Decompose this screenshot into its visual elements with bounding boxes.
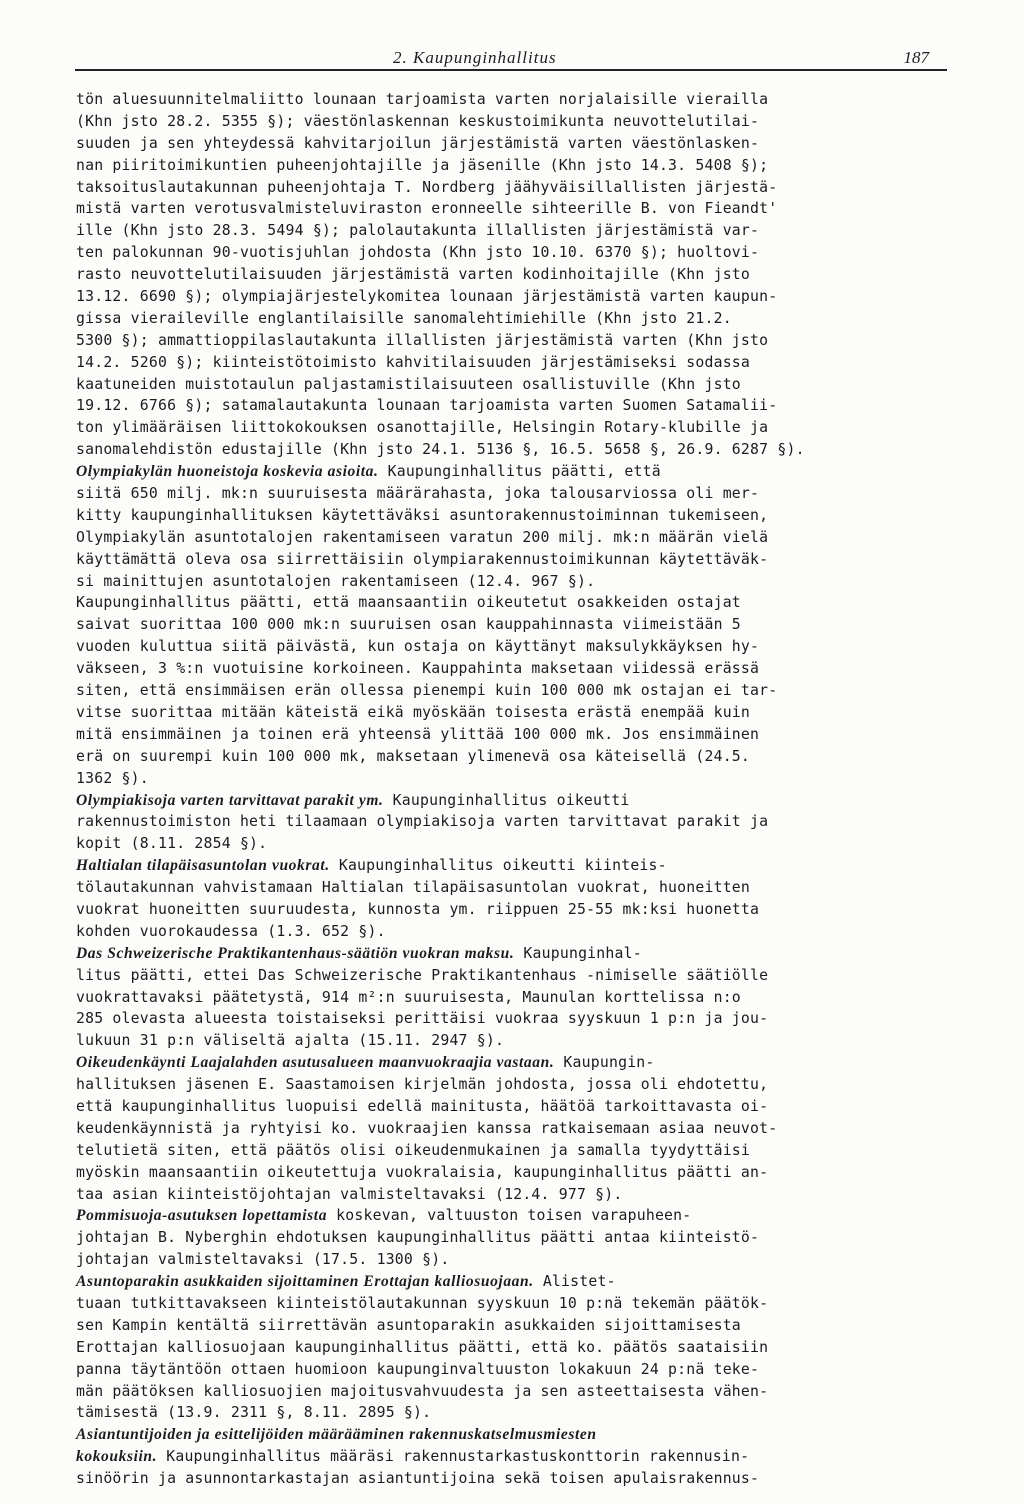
text-line [76, 505, 956, 527]
text-line [76, 965, 956, 987]
line-text: vuokrat huoneitten suuruudesta, kunnosta ym. riippuen 25-55 mk:ksi huonetta [76, 900, 760, 918]
line-text: Kaupunginhallitus päätti, että maansaantiin oikeutetut osakkeiden ostajat [76, 594, 741, 612]
text-line [76, 1096, 956, 1118]
text-line [76, 264, 956, 286]
text-line [76, 1359, 956, 1381]
line-text: myöskin maansaantiin oikeutettuja vuokralaisia, kaupunginhallitus päätti an- [76, 1163, 769, 1181]
line-text: litus päätti, ettei Das Schweizerische Praktikantenhaus -nimiselle säätiölle [76, 966, 769, 984]
line-text: rasto neuvottelutilaisuuden järjestämistä varten kodinhoitajille (Khn jsto [76, 266, 751, 284]
text-line [76, 833, 956, 855]
line-text: tön aluesuunnitelmaliitto lounaan tarjoamista varten norjalaisille vierailla [76, 91, 769, 108]
page-header [75, 44, 947, 70]
line-text: 13.12. 6690 §); olympiajärjestelykomitea lounaan järjestämistä varten kaupun- [76, 288, 778, 306]
line-text: kitty kaupunginhallituksen käytettäväksi asuntorakennustoiminnan tukemiseen, [76, 506, 769, 524]
line-text: siitä 650 milj. mk:n suuruisesta määrärahasta, joka talousarviossa oli mer- [76, 485, 760, 503]
line-text: (Khn jsto 28.2. 5355 §); väestönlaskennan keskustoimikunta neuvottelutilai- [76, 112, 760, 130]
text-line [76, 877, 956, 899]
line-text: Alistet- [533, 1273, 616, 1291]
line-text: että kaupunginhallitus luopuisi edellä mainitusta, häätöä tarkoittavasta oi- [76, 1097, 769, 1115]
section-heading: Asuntoparakin asukkaiden sijoittaminen Erottajan kalliosuojaan. [76, 1273, 534, 1291]
line-text: koskevan, valtuuston toisen varapuheen- [327, 1207, 692, 1225]
body-text [76, 89, 956, 1490]
line-text: tämisestä (13.9. 2311 §, 8.11. 2895 §). [76, 1404, 432, 1422]
line-text: suuden ja sen yhteydessä kahvitarjoilun järjestämistä varten väestönlasken- [76, 134, 760, 152]
text-line [76, 1337, 956, 1359]
text-line [76, 614, 956, 636]
text-line [76, 461, 956, 483]
running-head: 2. Kaupunginhallitus [393, 48, 557, 67]
text-line [76, 1008, 956, 1030]
text-line [76, 921, 956, 943]
line-text: mitä ensimmäinen ja toinen erä yhteensä ylittää 100 000 mk. Jos ensimmäinen [76, 725, 760, 743]
text-line [76, 1227, 956, 1249]
text-line [76, 1381, 956, 1403]
line-text: vuokrattavaksi päätetystä, 914 m²:n suuruisesta, Maunulan korttelissa n:o [76, 988, 741, 1006]
section-heading: Asiantuntijoiden ja esittelijöiden määrääminen rakennuskatselmusmiesten [76, 1426, 597, 1444]
line-text: Kaupunginhallitus määräsi rakennustarkastuskonttorin rakennusin- [157, 1448, 750, 1466]
line-text: erä on suurempi kuin 100 000 mk, maksetaan ylimenevä osa käteisellä (24.5. [76, 747, 751, 765]
text-line [76, 330, 956, 352]
line-text: si mainittujen asuntotalojen rakentamiseen (12.4. 967 §). [76, 572, 596, 590]
line-text: taksoituslautakunnan puheenjohtaja T. Nordberg jäähyväisillallisten järjestä- [76, 178, 778, 196]
text-line [76, 1205, 956, 1227]
section-heading: Das Schweizerische Praktikantenhaus-säätiön vuokran maksu. [76, 944, 515, 962]
text-line [76, 111, 956, 133]
line-text: 5300 §); ammattioppilaslautakunta illallisten järjestämistä varten (Khn jsto [76, 331, 769, 349]
text-line [76, 155, 956, 177]
line-text: tuaan tutkittavakseen kiinteistölautakunnan syyskuun 10 p:nä tekemän päätök- [76, 1294, 769, 1312]
text-line [76, 790, 956, 812]
line-text: lukuun 31 p:n väliseltä ajalta (15.11. 2947 §). [76, 1032, 505, 1050]
line-text: väkseen, 3 %:n vuotuisine korkoineen. Kauppahinta maksetaan viidessä erässä [76, 660, 760, 678]
section-heading: kokouksiin. [76, 1448, 158, 1466]
section-heading: Olympiakylän huoneistoja koskevia asioita. [76, 463, 379, 481]
line-text: rakennustoimiston heti tilaamaan olympiakisoja varten tarvittavat parakit ja [76, 813, 769, 831]
text-line [76, 1184, 956, 1206]
line-text: käyttämättä oleva osa siirrettäisiin olympiarakennustoimikunnan käytettäväk- [76, 550, 769, 568]
text-line [76, 1052, 956, 1074]
text-line [76, 220, 956, 242]
text-line [76, 1446, 956, 1468]
section-heading: Olympiakisoja varten tarvittavat parakit ym. [76, 791, 384, 809]
line-text: kaatuneiden muistotaulun paljastamistilaisuuteen osallistuville (Khn jsto [76, 375, 741, 393]
text-line [76, 1293, 956, 1315]
text-line [76, 768, 956, 790]
text-line [76, 242, 956, 264]
text-line [76, 1118, 956, 1140]
line-text: panna täytäntöön ottaen huomioon kaupunginvaltuuston lokakuun 24 p:nä teke- [76, 1360, 760, 1378]
line-text: johtajan B. Nyberghin ehdotuksen kaupunginhallitus päätti antaa kiinteistö- [76, 1229, 760, 1247]
text-line [76, 177, 956, 199]
text-line [76, 702, 956, 724]
line-text: siten, että ensimmäisen erän ollessa pienempi kuin 100 000 mk ostajan ei tar- [76, 682, 778, 700]
line-text: 1362 §). [76, 769, 149, 787]
line-text: nan piiritoimikuntien puheenjohtajille ja jäsenille (Khn jsto 14.3. 5408 §); [76, 156, 769, 174]
line-text: 19.12. 6766 §); satamalautakunta lounaan tarjoamista varten Suomen Satamalii- [76, 397, 778, 415]
line-text: johtajan valmisteltavaksi (17.5. 1300 §). [76, 1251, 450, 1269]
text-line [76, 746, 956, 768]
text-line [76, 1074, 956, 1096]
text-line [76, 1402, 956, 1424]
text-line [76, 527, 956, 549]
text-line [76, 724, 956, 746]
text-line [76, 417, 956, 439]
text-line [76, 89, 956, 111]
text-line [76, 1249, 956, 1271]
line-text: ton ylimääräisen liittokokouksen osanottajille, Helsingin Rotary-klubille ja [76, 419, 769, 437]
line-text: sanomalehdistön edustajille (Khn jsto 24.1. 5136 §, 16.5. 5658 §, 26.9. 6287 §). [76, 441, 805, 459]
text-line [76, 571, 956, 593]
line-text: 14.2. 5260 §); kiinteistötoimisto kahvitilaisuuden järjestämiseksi sodassa [76, 353, 751, 371]
line-text: kopit (8.11. 2854 §). [76, 835, 268, 853]
text-line [76, 899, 956, 921]
line-text: sinöörin ja asunnontarkastajan asiantuntijoina sekä toisen apulaisrakennus- [76, 1470, 760, 1488]
text-line [76, 987, 956, 1009]
page-number: 187 [903, 48, 929, 67]
line-text: kohden vuorokaudessa (1.3. 652 §). [76, 922, 386, 940]
line-text: taa asian kiinteistöjohtajan valmisteltavaksi (12.4. 977 §). [76, 1185, 623, 1203]
line-text: vuoden kuluttua siitä päivästä, kun ostaja on käyttänyt maksulykkäyksen hy- [76, 638, 760, 656]
text-line [76, 680, 956, 702]
text-line [76, 811, 956, 833]
text-line [76, 308, 956, 330]
line-text: Kaupunginhallitus oikeutti kiinteis- [329, 857, 667, 875]
text-line [76, 1424, 956, 1446]
text-line [76, 198, 956, 220]
line-text: saivat suorittaa 100 000 mk:n suuruisen osan kauppahinnasta viimeistään 5 [76, 616, 741, 634]
text-line [76, 943, 956, 965]
text-line [76, 133, 956, 155]
line-text: Kaupunginhallitus päätti, että [378, 463, 661, 481]
line-text: vitse suorittaa mitään käteistä eikä myöskään toisesta erästä enempää kuin [76, 703, 751, 721]
line-text: ille (Khn jsto 28.3. 5494 §); palolautakunta illallisten järjestämistä var- [76, 222, 760, 240]
section-heading: Haltialan tilapäisasuntolan vuokrat. [76, 857, 330, 875]
text-line [76, 1030, 956, 1052]
text-line [76, 658, 956, 680]
line-text: telutietä siten, että päätös olisi oikeudenmukainen ja samalla tyydyttäisi [76, 1141, 751, 1159]
text-line [76, 483, 956, 505]
text-line [76, 374, 956, 396]
text-line [76, 352, 956, 374]
text-line [76, 592, 956, 614]
header-rule [75, 69, 947, 71]
section-heading: Oikeudenkäynti Laajalahden asutusalueen maanvuokraajia vastaan. [76, 1054, 555, 1072]
line-text: tölautakunnan vahvistamaan Haltialan tilapäisasuntolan vuokrat, huoneitten [76, 879, 751, 897]
text-line [76, 549, 956, 571]
text-line [76, 1315, 956, 1337]
line-text: Kaupunginhallitus oikeutti [383, 791, 630, 809]
section-heading: Pommisuoja-asutuksen lopettamista [76, 1207, 328, 1225]
line-text: gissa vieraileville englantilaisille sanomalehtimiehille (Khn jsto 21.2. [76, 309, 732, 327]
line-text: 285 olevasta alueesta toistaiseksi perittäisi vuokraa syyskuun 1 p:n ja jou- [76, 1010, 769, 1028]
text-line [76, 1468, 956, 1490]
text-line [76, 855, 956, 877]
line-text: ten palokunnan 90-vuotisjuhlan johdosta (Khn jsto 10.10. 6370 §); huoltovi- [76, 244, 760, 262]
text-line [76, 395, 956, 417]
line-text: mistä varten verotusvalmisteluviraston eronneelle sihteerille B. von Fieandt' [76, 200, 778, 218]
text-line [76, 286, 956, 308]
line-text: Kaupungin- [554, 1054, 655, 1072]
text-line [76, 439, 956, 461]
line-text: Olympiakylän asuntotalojen rakentamiseen varatun 200 milj. mk:n määrän vielä [76, 528, 769, 546]
text-line [76, 636, 956, 658]
line-text: sen Kampin kentältä siirrettävän asuntoparakin asukkaiden sijoittamisesta [76, 1316, 741, 1334]
line-text: män päätöksen kalliosuojien majoitusvahvuudesta ja sen asteettaisesta vähen- [76, 1382, 769, 1400]
line-text: keudenkäynnistä ja ryhtyisi ko. vuokraajien kanssa ratkaisemaan asiaa neuvot- [76, 1119, 778, 1137]
line-text: Kaupunginhal- [514, 944, 642, 962]
text-line [76, 1140, 956, 1162]
line-text: Erottajan kalliosuojaan kaupunginhallitus päätti, että ko. päätös saataisiin [76, 1338, 769, 1356]
text-line [76, 1271, 956, 1293]
text-line [76, 1162, 956, 1184]
line-text: hallituksen jäsenen E. Saastamoisen kirjelmän johdosta, jossa oli ehdotettu, [76, 1076, 769, 1094]
